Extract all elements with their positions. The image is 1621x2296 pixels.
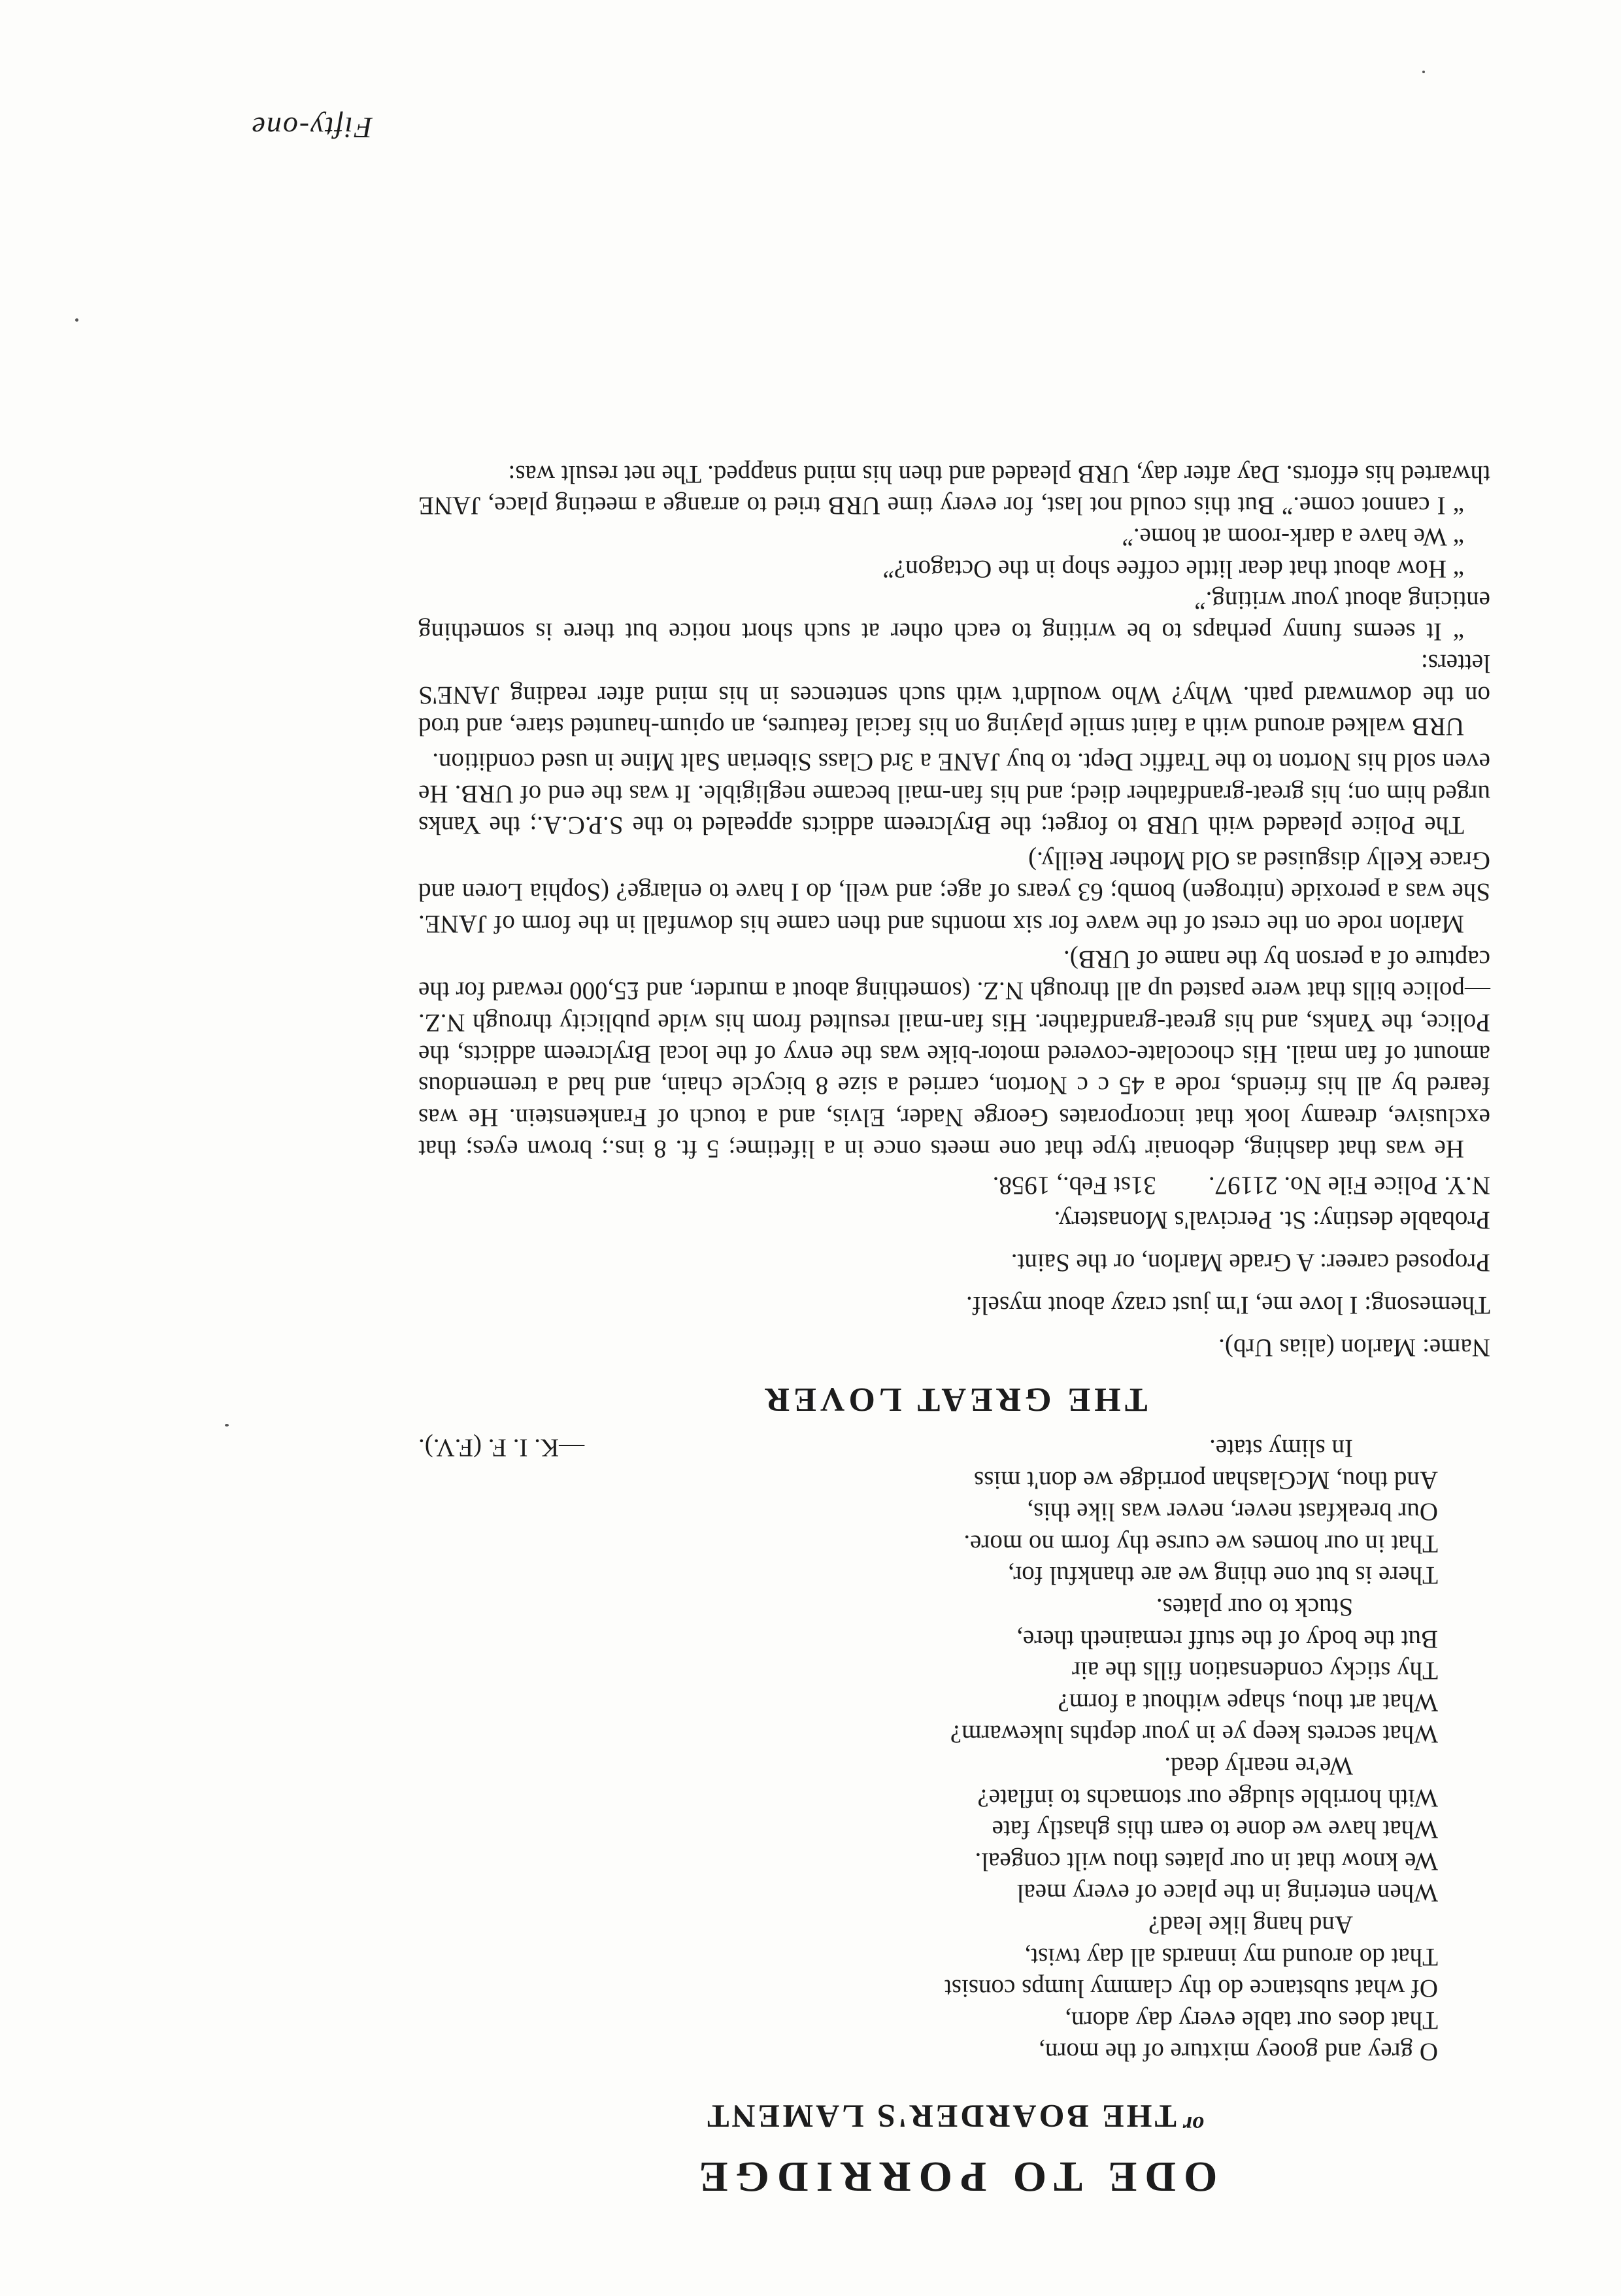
profile-police-file	[418, 1168, 1490, 1203]
ode-to-porridge-section	[418, 1432, 1490, 2201]
letter-quote: “ It seems funny perhaps to be writing to each other at such short notice but there is something enticing about your writing.”	[418, 586, 1490, 647]
poem-line: And thou, McGlashan porridge we don't miss	[973, 1466, 1438, 1494]
poem-line: With horrible sludge our stomachs to inflate?	[977, 1783, 1438, 1812]
great-lover-title: THE GREAT LOVER	[761, 1380, 1148, 1418]
profile-name: Name: Marlon (alias Urb).	[1218, 1333, 1490, 1362]
poem-line: What secrets keep ye in your depths lukewarm?	[950, 1720, 1438, 1749]
ode-subtitle-text: THE BOARDER'S LAMENT	[705, 2098, 1177, 2135]
poem-refrain-line: And hang like lead?	[1148, 1910, 1353, 1939]
poem-line: Of what substance do thy clammy lumps consist	[944, 1974, 1438, 2003]
poem-line: That does our table every day adorn,	[1065, 2006, 1438, 2034]
poem-line: That in our homes we curse thy form no more.	[963, 1529, 1438, 1558]
profile-destiny: Probable destiny: St. Percival's Monastery.	[1054, 1206, 1490, 1234]
ode-poem	[418, 1432, 1438, 2067]
story-paragraph: He was that dashing, debonair type that one meets once in a lifetime; 5 ft. 8 ins.; brown eyes; that exclusive, dreamy look that incorporates George Nader, Elvis, and a touch of Frankenstein. He was feared by all his friends, rode a 45 c c Norton, carried a size 8 bicycle chain, and had a tremendous amount of fan mail. His chocolate-covered motor-bike was the envy of the local Brylcreem addicts, the Police, the Yanks, and his great-grandfather. His fan-mail resulted from his wide publicity through N.Z.—police bills that were pasted up all through N.Z. (something about a murder, and £5,000 reward for the capture of a person by the name of URB).	[418, 945, 1490, 1163]
poem-line: What art thou, shape without a form?	[1058, 1688, 1438, 1717]
profile-record	[418, 1168, 1490, 1365]
scan-speck	[1422, 71, 1425, 73]
great-lover-section	[418, 458, 1490, 1416]
ode-title: ODE TO PORRIDGE	[691, 2153, 1218, 2201]
poem-line: That do around my innards all day twist,	[1024, 1942, 1438, 1971]
story-paragraph: Marlon rode on the crest of the wave for six months and then came his downfall in the form of JANE. She was a peroxide (nitrogen) bomb; 63 years of age; and well, do I have to enlarge? (Sophia Loren and Grace Kelly disguised as Old Mother Reilly.)	[418, 847, 1490, 938]
police-file-date: 31st Feb., 1958.	[992, 1171, 1156, 1200]
poem-refrain-line: Stuck to our plates.	[1156, 1593, 1353, 1622]
poem-line: What have we done to earn this ghastly fate	[992, 1815, 1438, 1844]
scan-speck	[75, 318, 78, 322]
poem-line: O grey and gooey mixture of the morn,	[1039, 2038, 1438, 2067]
poem-line: When entering in the place of every meal	[1016, 1879, 1438, 1908]
profile-career: Proposed career: A Grade Marlon, or the Saint.	[1011, 1248, 1490, 1277]
poem-line: There is but one thing we are thankful for,	[1008, 1561, 1438, 1590]
poem-line: But the body of the stuff remaineth there,	[1016, 1625, 1438, 1653]
letter-quote: “ How about that dear little coffee shop in the Octagon?”	[882, 554, 1464, 583]
ode-subtitle	[418, 2100, 1490, 2136]
ode-author-signature: —K. I. F. (F.V.).	[418, 1434, 585, 1462]
page-number: Fifty-one	[250, 111, 373, 144]
ode-subtitle-prefix: or	[1182, 2112, 1204, 2138]
poem-line: Our breakfast never, never was like this,	[1027, 1498, 1438, 1527]
story-paragraph: URB walked around with a faint smile playing on his facial features, an opium-haunted stare, and trod on the downward path. Why? Who wouldn't with such sentences in his mind after reading JANE'S letters:	[418, 649, 1490, 741]
profile-themesong: Themesong: I love me, I'm just crazy about myself.	[966, 1291, 1490, 1319]
poem-line: Thy sticky condensation fills the air	[1072, 1657, 1438, 1685]
police-file-number: N.Y. Police File No. 21197.	[1208, 1171, 1490, 1200]
letter-quote: “ We have a dark-room at home.”	[1122, 523, 1464, 552]
page-content	[418, 458, 1490, 2201]
poem-line: We know that in our plates thou wilt congeal.	[975, 1847, 1438, 1876]
poem-refrain-line: In slimy state.	[1209, 1434, 1353, 1463]
letter-quote: “ I cannot come.” But this could not last, for every time URB tried to arrange a meeting place, JANE thwarted his efforts. Day after day, URB pleaded and then his mind snapped. The net result was:	[418, 460, 1490, 520]
story-paragraph: The Police pleaded with URB to forget; the Brylcreem addicts appealed to the S.P.C.A.; the Yanks urged him on; his great-grandfather died; and his fan-mail became negligible. It was the end of URB. He even sold his Norton to the Traffic Dept. to buy JANE a 3rd Class Siberian Salt Mine in used condition.	[418, 748, 1490, 839]
scan-speck	[225, 1424, 229, 1427]
poem-refrain-line: We're nearly dead.	[1164, 1752, 1353, 1780]
